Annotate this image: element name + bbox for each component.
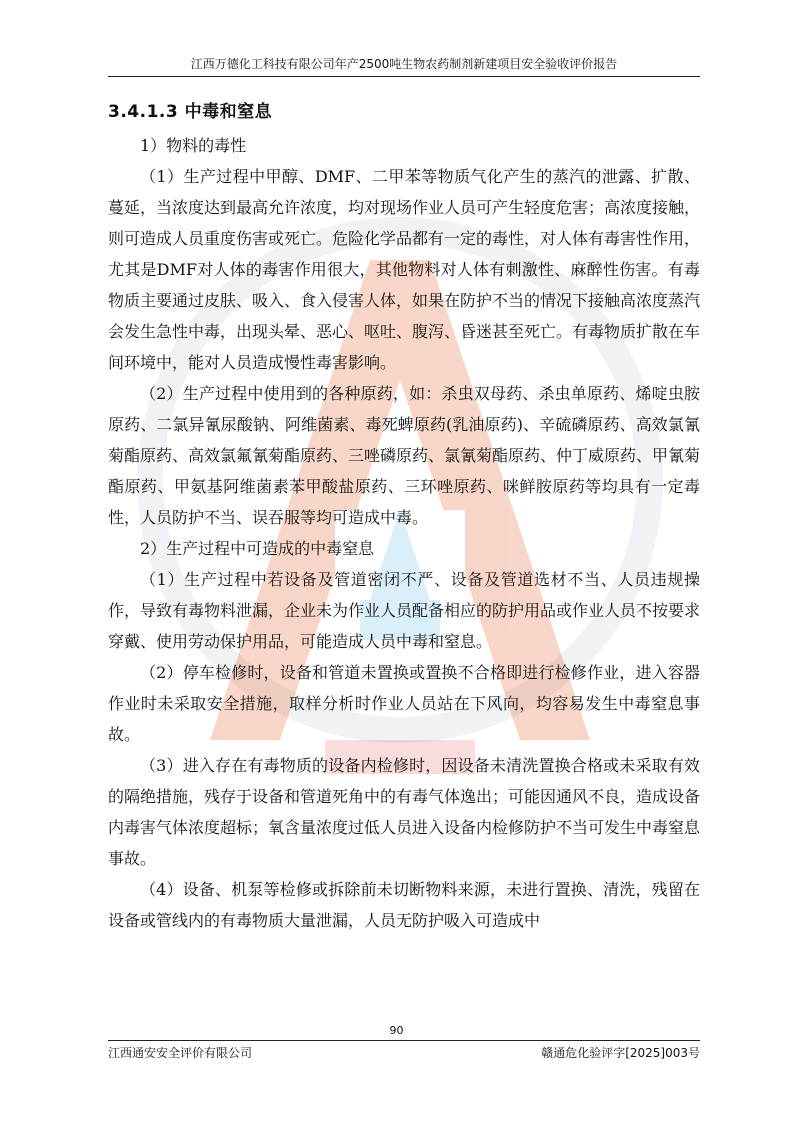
paragraph: （1）生产过程中甲醇、DMF、二甲苯等物质气化产生的蒸汽的泄露、扩散、蔓延，当浓度达到最高允许浓度，均对现场作业人员可产生轻度危害；高浓度接触，则可造成人员重度伤害或死亡。危险化学品都有一定的毒性，对人体有毒害性作用，尤其是DMF对人体的毒害作用很大，其他物料对人体有刺激性、麻醉性伤害。有毒物质主要通过皮肤、吸入、食入侵害人体，如果在防护不当的情况下接触高浓度蒸汽会发生急性中毒，出现头晕、恶心、呕吐、腹泻、昏迷甚至死亡。有毒物质扩散在车间环境中，能对人员造成慢性毒害影响。 xyxy=(108,167,701,372)
subsection-heading: 2）生产过程中可造成的中毒窒息 xyxy=(140,539,375,558)
footer-report-number: 赣通危化验评字[2025]003号 xyxy=(541,1046,700,1060)
page-header xyxy=(108,56,700,77)
paragraph: （2）生产过程中使用到的各种原药，如：杀虫双母药、杀虫单原药、烯啶虫胺原药、二氯异氰尿酸钠、阿维菌素、毒死蜱原药(乳油原药)、辛硫磷原药、高效氯氰菊酯原药、高效氯氟氰菊酯原药、三唑磷原药、氯氰菊酯原药、仲丁威原药、甲氰菊酯原药、甲氨基阿维菌素苯甲酸盐原药、三环唑原药、咪鲜胺原药等均具有一定毒性，人员防护不当、误吞服等均可造成中毒。 xyxy=(108,384,701,527)
paragraph: （2）停车检修时，设备和管道未置换或置换不合格即进行检修作业，进入容器作业时未采取安全措施，取样分析时作业人员站在下风向，均容易发生中毒窒息事故。 xyxy=(108,663,700,744)
document-body xyxy=(108,98,700,936)
page-footer xyxy=(108,1040,700,1061)
paragraph: （4）设备、机泵等检修或拆除前未切断物料来源，未进行置换、清洗，残留在设备或管线内的有毒物质大量泄漏，人员无防护吸入可造成中 xyxy=(108,880,700,930)
section-title: 3.4.1.3 中毒和窒息 xyxy=(108,102,273,122)
subsection-heading: 1）物料的毒性 xyxy=(140,136,247,155)
paragraph: （3）进入存在有毒物质的设备内检修时，因设备未清洗置换合格或未采取有效的隔绝措施，残存于设备和管道死角中的有毒气体逸出；可能因通风不良，造成设备内毒害气体浓度超标；氧含量浓度过低人员进入设备内检修防护不当可发生中毒窒息事故。 xyxy=(108,756,701,868)
header-title: 江西万德化工科技有限公司年产2500吨生物农药制剂新建项目安全验收评价报告 xyxy=(190,57,618,71)
page-number: 90 xyxy=(389,1024,404,1037)
paragraph: （1）生产过程中若设备及管道密闭不严、设备及管道选材不当、人员违规操作，导致有毒物料泄漏，企业未为作业人员配备相应的防护用品或作业人员不按要求穿戴、使用劳动保护用品，可能造成人员中毒和窒息。 xyxy=(108,570,701,651)
footer-company: 江西通安安全评价有限公司 xyxy=(108,1046,253,1060)
